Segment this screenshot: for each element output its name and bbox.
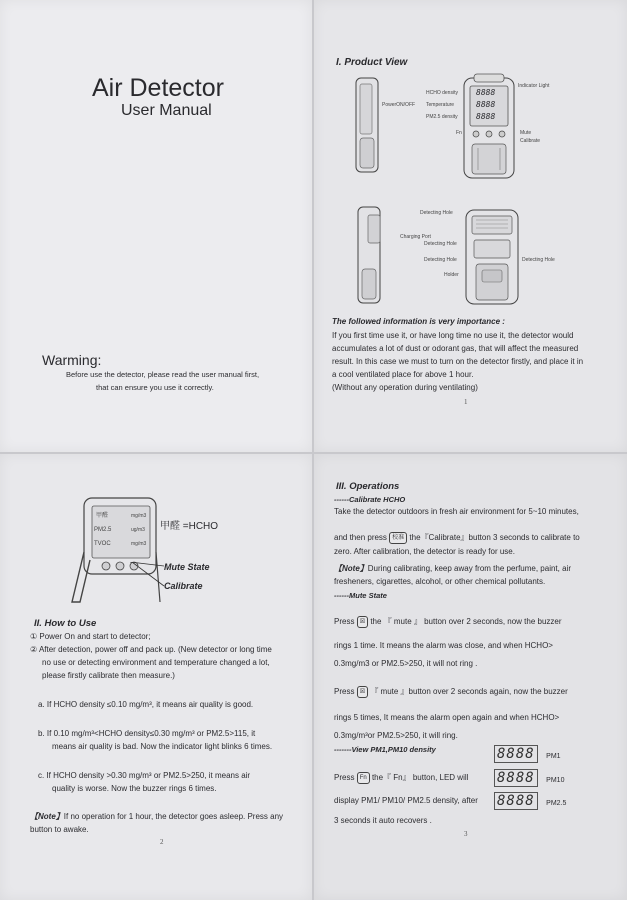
detecting-hole-label: Detecting Hole — [522, 257, 555, 263]
pm-display-3 — [494, 792, 566, 811]
important-heading: The followed information is very importance : — [332, 317, 505, 326]
mute-text: rings 5 times, It means the alarm open again and when HCHO> — [334, 713, 560, 722]
calibrate-hcho-heading: ------Calibrate HCHO — [334, 495, 406, 504]
lcd-digits: 8888 — [476, 100, 496, 109]
pm-display-1 — [494, 745, 561, 764]
step-text: please firstly calibrate then measure.) — [42, 671, 175, 680]
note-label: 【Note】 — [30, 812, 64, 821]
note-text: If no operation for 1 hour, the detector goes asleep. Press any — [63, 812, 284, 821]
mute-label: Mute — [520, 130, 532, 136]
lcd-digits: 8888 — [494, 745, 538, 763]
page-number: 3 — [464, 830, 468, 838]
pm-display-2 — [494, 769, 564, 788]
mute-state-heading: ------Mute State — [334, 591, 387, 600]
condition-a: a. If HCHO density ≤0.10 mg/m³, it means air quality is good. — [38, 700, 254, 709]
calibrate-text: and then press — [334, 533, 387, 543]
pm-display-label: PM1 — [546, 753, 561, 760]
mute-text: Press — [334, 617, 355, 627]
manual-subtitle: User Manual — [121, 102, 212, 119]
unit-label: mg/m3 — [131, 541, 147, 547]
mute-key-icon: ☒ — [357, 616, 368, 628]
condition-b: b. If 0.10 mg/m³<HCHO density≤0.30 mg/m³ or PM2.5>115, it — [38, 729, 256, 738]
indicator-light-label: Indicator Light — [518, 83, 550, 89]
mute-key-icon: ☒ — [357, 686, 368, 698]
charging-port-label: Charging Port — [400, 234, 431, 240]
operations-page — [314, 454, 627, 900]
product-view-page — [314, 0, 627, 452]
step-text: ① Power On and start to detector; — [30, 632, 151, 641]
lcd-digits: 8888 — [494, 769, 538, 787]
temperature-label: Temperature — [426, 102, 455, 108]
page-number: 1 — [464, 398, 468, 406]
step-text: no use or detecting environment and temperature changed a lot, — [42, 658, 270, 667]
important-text: If you first time use it, or have long time no use it, the detector would — [332, 331, 574, 340]
condition-c: quality is worse. Now the buzzer rings 6 times. — [52, 784, 217, 793]
important-text: a cool ventilated place for above 1 hour. — [332, 370, 474, 379]
pm-display-label: PM2.5 — [546, 800, 567, 807]
how-to-use-heading: II. How to Use — [34, 618, 97, 629]
device-back-view — [464, 208, 520, 306]
mute-state-label: Mute State — [164, 562, 210, 572]
note-text: During calibrating, keep away from the perfume, paint, air — [367, 564, 571, 573]
lcd-digits: 8888 — [476, 112, 496, 121]
mute-text: Press — [334, 687, 355, 697]
pm25-label: PM2.5 density — [426, 114, 458, 120]
how-to-use-page — [0, 454, 312, 900]
lcd-digits: 8888 — [476, 88, 496, 97]
warning-line: Before use the detector, please read the user manual first, — [66, 370, 260, 379]
note-label: 【Note】 — [334, 564, 368, 573]
mute-text: 0.3mg/m3 or PM2.5>250, it will not ring . — [334, 659, 478, 668]
pm-text: 3 seconds it auto recovers . — [334, 816, 432, 825]
hcho-cn-label: 甲醛 — [96, 513, 109, 519]
pm-display-label: PM10 — [546, 777, 565, 784]
fn-key-icon: Fn — [357, 772, 370, 784]
calibrate-label: Calibrate — [164, 581, 203, 591]
holder-label: Holder — [444, 272, 459, 278]
hcho-label: HCHO density — [426, 90, 458, 96]
manual-title: Air Detector — [92, 74, 224, 102]
tvoc-label: TVOC — [94, 541, 111, 547]
important-text: accumulates a lot of dust or odorant gas, that will affect the measured — [332, 344, 579, 353]
calibrate-text: Take the detector outdoors in fresh air environment for 5~10 minutes, — [334, 507, 579, 516]
mute-text: rings 1 time. It means the alarm was close, and when HCHO> — [334, 641, 553, 650]
detecting-hole-label: Detecting Hole — [424, 257, 457, 263]
detecting-hole-label: Detecting Hole — [420, 210, 453, 216]
page-number: 2 — [160, 838, 164, 846]
mute-text: 0.3mg/m³or PM2.5>250, it will ring. — [334, 731, 458, 740]
lcd-digits: 8888 — [494, 792, 538, 810]
view-pm-heading: -------View PM1,PM10 density — [334, 745, 436, 754]
condition-c: c. If HCHO density >0.30 mg/m³ or PM2.5>250, it means air — [38, 771, 251, 780]
calibrate-text: zero. After calibration, the detector is ready for use. — [334, 547, 515, 556]
pm25-label: PM2.5 — [94, 527, 112, 533]
calibrate-text: the『Calibrate』button 3 seconds to calibrate to — [409, 533, 580, 543]
product-view-heading: I. Product View — [336, 57, 408, 68]
calibrate-label: Calibrate — [520, 138, 541, 144]
step-text: ② After detection, power off and pack up. (New detector or long time — [30, 645, 272, 654]
cover-page — [0, 0, 312, 452]
important-text: (Without any operation during ventilating) — [332, 383, 478, 392]
hcho-equals-label: 甲醛 =HCHO — [160, 521, 219, 532]
pointer-arrows — [130, 562, 166, 592]
mute-text: 『 mute 』button over 2 seconds again, now the buzzer — [370, 687, 568, 697]
unit-label: ug/m3 — [131, 527, 145, 533]
device-back-side-view — [354, 205, 386, 305]
condition-b: means air quality is bad. Now the indicator light blinks 6 times. — [52, 742, 273, 751]
operations-heading: III. Operations — [336, 481, 400, 492]
warning-line: that can ensure you use it correctly. — [96, 383, 214, 392]
important-text: result. In this case we must to turn on the detector firstly, and place it in — [332, 357, 584, 366]
detecting-hole-label: Detecting Hole — [424, 241, 457, 247]
note-text: button to awake. — [30, 825, 89, 834]
calibrate-key-icon: 校准 — [389, 532, 407, 544]
power-label: PowerON/OFF — [382, 102, 416, 108]
fn-label: Fn — [456, 130, 462, 136]
mute-text: the 『 mute 』 button over 2 seconds, now the buzzer — [370, 617, 562, 627]
unit-label: mg/m3 — [131, 513, 147, 519]
note-text: fresheners, cigarettes, alcohol, or other chemical pollutants. — [334, 577, 546, 586]
pm-text: the『 Fn』 button, LED will — [371, 773, 469, 783]
warning-heading: Warming: — [42, 352, 102, 368]
device-side-view — [352, 76, 382, 174]
pm-text: display PM1/ PM10/ PM2.5 density, after — [334, 796, 478, 805]
pm-text: Press — [334, 773, 355, 783]
